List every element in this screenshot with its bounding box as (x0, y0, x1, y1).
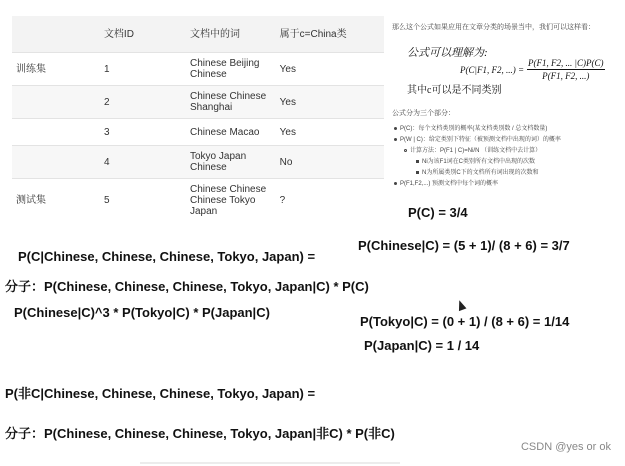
formula-lhs: P(C|F1, F2, ...) = (460, 64, 525, 75)
parts-list (392, 124, 561, 190)
list-item-text: N为所属类别C下的文档所有词出现的次数和 (422, 170, 539, 176)
list-item-text: 计算方法：P(F1 | C)=Ni/N （训练文档中去计算） (410, 148, 542, 154)
list-item-text: P(F1,F2,...) 预测文档中每个词的概率 (400, 181, 499, 187)
cell-id: 3 (100, 119, 186, 146)
bullet-icon (394, 127, 397, 130)
formula-label: 公式可以理解为: (407, 47, 488, 59)
formula-fraction (527, 58, 604, 81)
bullet-icon (404, 149, 407, 152)
watermark: CSDN @yes or ok (520, 441, 611, 453)
list-item (392, 146, 561, 157)
posterior-c: P(C|Chinese, Chinese, Chinese, Tokyo, Japan) = (18, 249, 316, 264)
divider (140, 462, 400, 464)
parts-title: 公式分为三个部分： (392, 110, 455, 117)
cell-words: Chinese Macao (186, 119, 276, 146)
p-japan-given-c: P(Japan|C) = 1 / 14 (364, 338, 480, 353)
list-item-text: Ni为该F1词在C类别所有文档中出现的次数 (422, 159, 536, 165)
list-item-text: P(C)：每个文档类别的概率(某文档类别数 / 总文档数量) (400, 126, 548, 132)
cell-class: ? (276, 179, 384, 222)
formula-denominator: P(F1, F2, ...) (542, 71, 590, 81)
cell-group: 训练集 (12, 53, 100, 86)
bullet-icon (416, 171, 419, 174)
cell-id: 5 (100, 179, 186, 222)
cell-words: Tokyo Japan Chinese (186, 146, 276, 179)
table-row (12, 53, 384, 86)
list-item (392, 124, 561, 135)
cell-words: Chinese Beijing Chinese (186, 53, 276, 86)
list-item (392, 157, 561, 168)
likelihood-product: P(Chinese|C)^3 * P(Tokyo|C) * P(Japan|C) (14, 305, 270, 320)
formula-numerator: P(F1, F2, ... |C)P(C) (528, 58, 604, 68)
formula-note: 其中c可以是不同类别 (407, 85, 502, 96)
cell-class: Yes (276, 53, 384, 86)
table-row (12, 119, 384, 146)
cell-group (12, 119, 100, 146)
header-group (12, 16, 100, 53)
cell-id: 2 (100, 86, 186, 119)
table-row (12, 179, 384, 222)
cell-group: 测试集 (12, 179, 100, 222)
notes-intro (392, 22, 622, 32)
header-words: 文档中的词 (186, 16, 276, 53)
header-class: 属于c=China类 (276, 16, 384, 53)
p-chinese-given-c: P(Chinese|C) = (5 + 1)/ (8 + 6) = 3/7 (358, 238, 570, 253)
list-item (392, 135, 561, 146)
bullet-icon (416, 160, 419, 163)
bullet-icon (394, 182, 397, 185)
table-header-row (12, 16, 384, 53)
posterior-not-c: P(非C|Chinese, Chinese, Chinese, Tokyo, Japan) = (5, 386, 316, 401)
dataset-table (12, 16, 384, 221)
table-row (12, 86, 384, 119)
numerator-c: 分子：P(Chinese, Chinese, Chinese, Tokyo, Japan|C) * P(C) (5, 279, 369, 294)
table-row (12, 146, 384, 179)
cell-group (12, 146, 100, 179)
cell-class: No (276, 146, 384, 179)
intro-text: 那么这个公式如果应用在文章分类的场景当中，我们可以这样看： (392, 24, 595, 31)
cell-class: Yes (276, 119, 384, 146)
list-item (392, 168, 561, 179)
mouse-cursor-icon (456, 299, 467, 311)
cell-id: 1 (100, 53, 186, 86)
cell-class: Yes (276, 86, 384, 119)
cell-id: 4 (100, 146, 186, 179)
numerator-not-c: 分子：P(Chinese, Chinese, Chinese, Tokyo, Japan|非C) * P(非C) (5, 426, 395, 441)
list-item (392, 179, 561, 190)
header-doc-id: 文档ID (100, 16, 186, 53)
prior-c: P(C) = 3/4 (408, 205, 468, 220)
bayes-formula (460, 58, 605, 81)
p-tokyo-given-c: P(Tokyo|C) = (0 + 1) / (8 + 6) = 1/14 (360, 314, 570, 329)
bullet-icon (394, 138, 397, 141)
cell-group (12, 86, 100, 119)
cell-words: Chinese Chinese Chinese Tokyo Japan (186, 179, 276, 222)
list-item-text: P(W | C)：给定类别下特征（被预测文档中出现的词）的概率 (400, 137, 561, 143)
cell-words: Chinese Chinese Shanghai (186, 86, 276, 119)
